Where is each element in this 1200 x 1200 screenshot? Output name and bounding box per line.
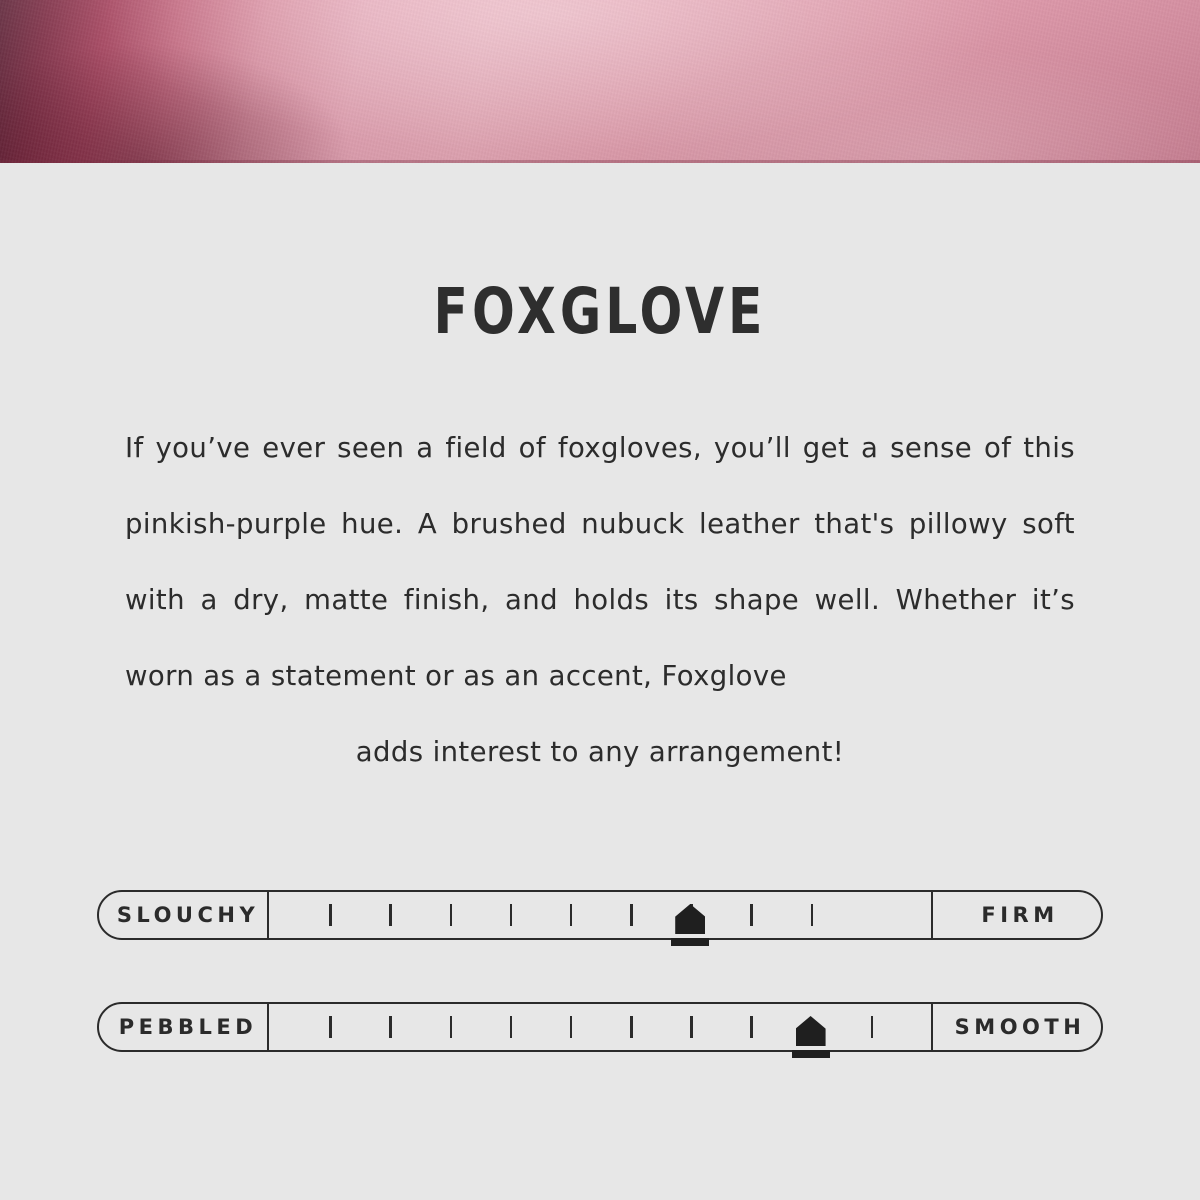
scale-tick [450, 1016, 453, 1038]
scale-tick [570, 904, 573, 926]
scale-tick [389, 1016, 392, 1038]
scale-tick [750, 1016, 753, 1038]
scale-tick [630, 904, 633, 926]
leather-swatch-band [0, 0, 1200, 163]
scale-tick [630, 1016, 633, 1038]
scale-right-label: FIRM [931, 890, 1103, 940]
marker-bar-icon [671, 938, 709, 946]
scale-tick [329, 904, 332, 926]
card-content [0, 163, 1200, 790]
scale-tick [570, 1016, 573, 1038]
scale-structure [97, 890, 1103, 942]
marker-bar-icon [792, 1050, 830, 1058]
description-last-line: adds interest to any arrangement! [355, 736, 845, 768]
page-title: FOXGLOVE [433, 275, 767, 348]
scale-tick [871, 1016, 874, 1038]
attribute-scales [0, 890, 1200, 1114]
scale-tick [690, 1016, 693, 1038]
scale-ticks [269, 1002, 931, 1052]
scale-left-label: SLOUCHY [97, 890, 269, 940]
scale-tick [510, 904, 513, 926]
scale-texture [97, 1002, 1103, 1054]
scale-tick [450, 904, 453, 926]
scale-tick [750, 904, 753, 926]
description-text [125, 348, 1075, 790]
marker-head-icon [796, 1016, 826, 1046]
marker-head-icon [675, 904, 705, 934]
swatch-grain-texture [0, 0, 1200, 163]
scale-tick [329, 1016, 332, 1038]
scale-right-label: SMOOTH [931, 1002, 1103, 1052]
description-paragraph: If you’ve ever seen a field of foxgloves, you’ll get a sense of this pinkish-purple hue. A brushed nubuck leather that's pillowy soft with a dry, matte finish, and holds its shape well. Whether it’s worn as a statement or as an accent, Foxglove [125, 432, 1075, 692]
scale-tick [510, 1016, 513, 1038]
scale-ticks [269, 890, 931, 940]
scale-tick [811, 904, 814, 926]
scale-marker[interactable] [670, 904, 710, 956]
scale-marker[interactable] [791, 1016, 831, 1068]
scale-tick [389, 904, 392, 926]
scale-left-label: PEBBLED [97, 1002, 269, 1052]
